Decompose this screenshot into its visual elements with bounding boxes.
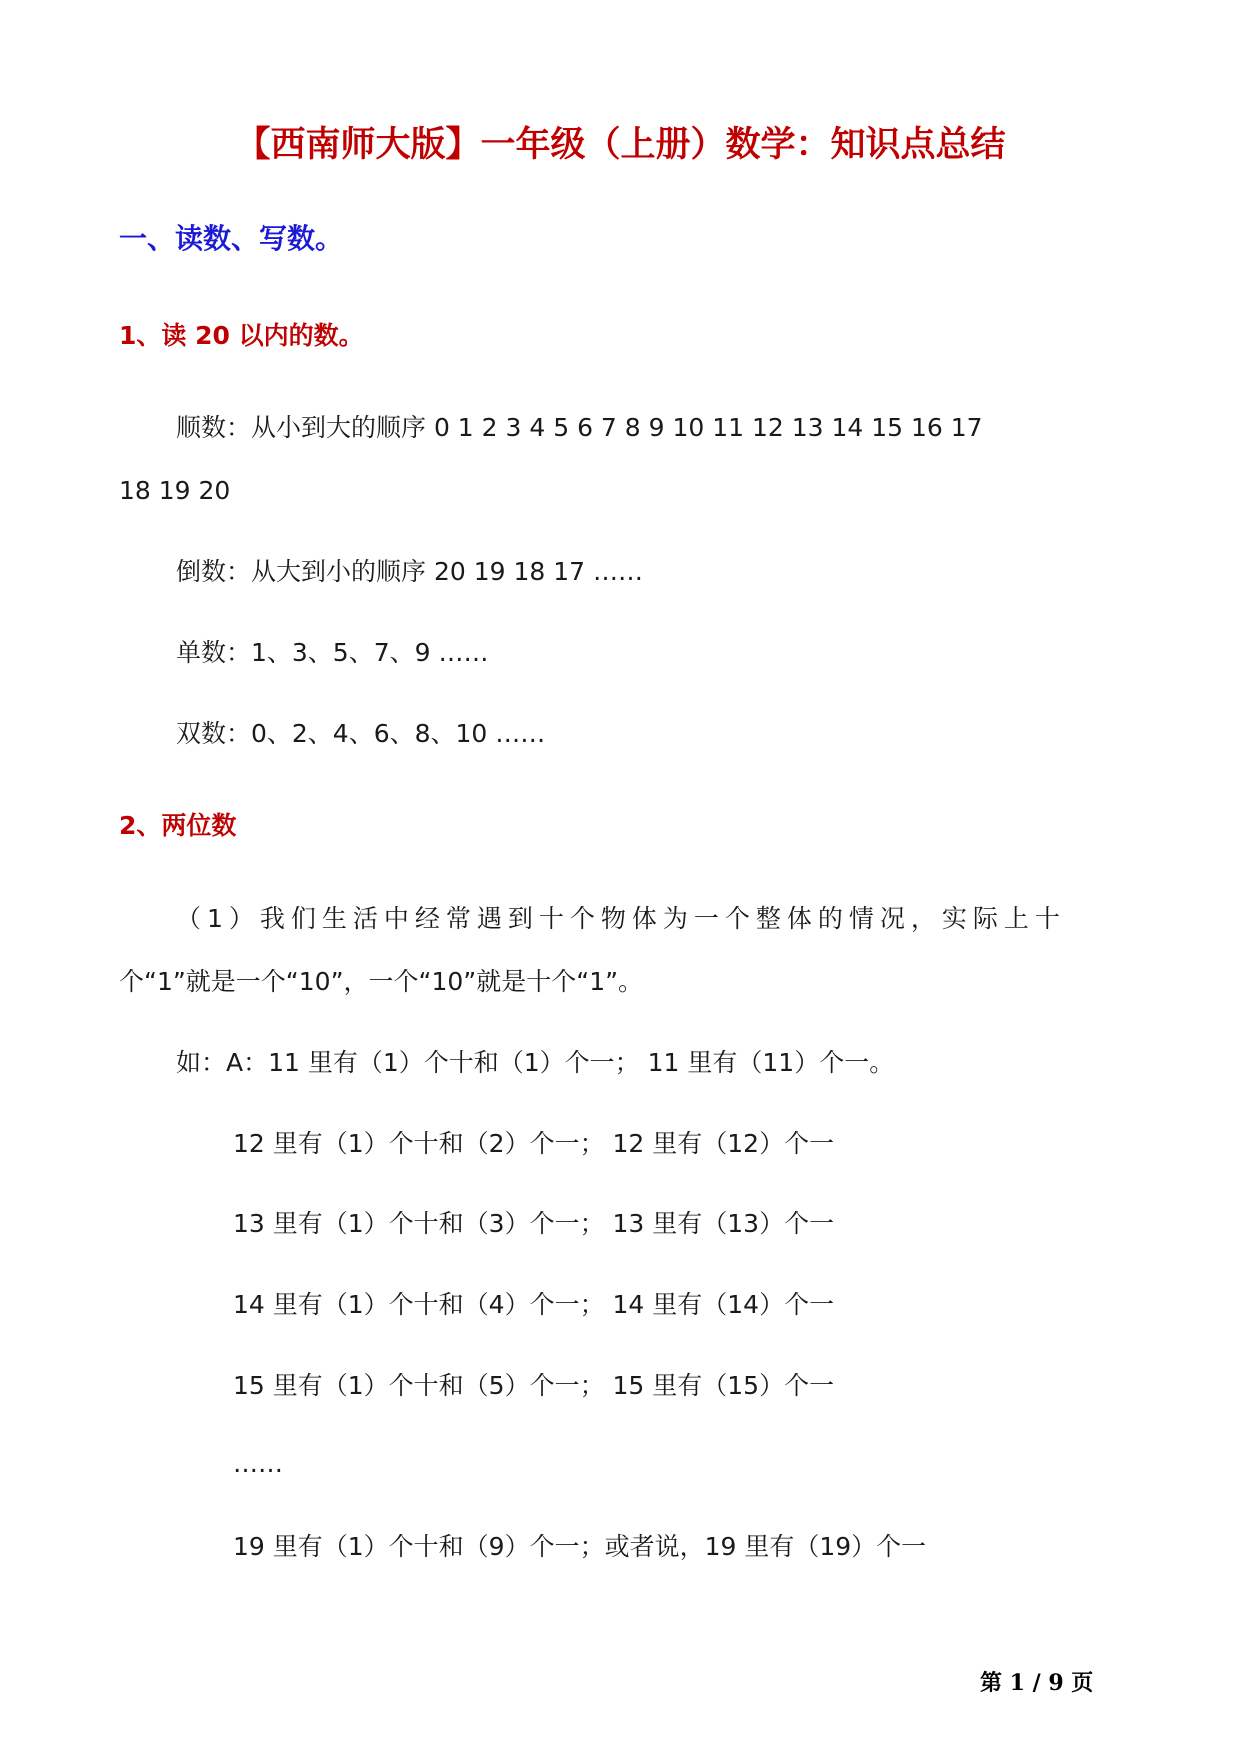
subsection-heading-two-digit-numbers: 2、两位数 (119, 811, 237, 840)
paragraph-line-2: 个“1”就是一个“10”，一个“10”就是十个“1”。 (119, 967, 644, 996)
example-row: 14 里有（1）个十和（4）个一； 14 里有（14）个一 (233, 1290, 835, 1319)
ascending-order-line-1: 顺数：从小到大的顺序 0 1 2 3 4 5 6 7 8 9 10 11 12 13 14 15 16 17 (176, 413, 983, 442)
example-row: 15 里有（1）个十和（5）个一； 15 里有（15）个一 (233, 1371, 835, 1400)
ellipsis: …… (233, 1449, 283, 1478)
ascending-order-line-2: 18 19 20 (119, 476, 231, 505)
subsection-heading-read-within-20: 1、读 20 以内的数。 (119, 321, 364, 350)
example-row: 12 里有（1）个十和（2）个一； 12 里有（12）个一 (233, 1129, 835, 1158)
paragraph-line-1: （1）我们生活中经常遇到十个物体为一个整体的情况，实际上十 (176, 904, 1066, 933)
section-heading-reading-writing-numbers: 一、读数、写数。 (119, 222, 344, 255)
example-a-line: 如：A：11 里有（1）个十和（1）个一； 11 里有（11）个一。 (176, 1048, 895, 1077)
document-title: 【西南师大版】一年级（上册）数学：知识点总结 (235, 125, 1006, 165)
odd-numbers-line: 单数：1、3、5、7、9 …… (176, 638, 489, 667)
example-row-last: 19 里有（1）个十和（9）个一；或者说，19 里有（19）个一 (233, 1532, 927, 1561)
even-numbers-line: 双数：0、2、4、6、8、10 …… (176, 719, 546, 748)
descending-order-line: 倒数：从大到小的顺序 20 19 18 17 …… (176, 557, 643, 586)
example-row: 13 里有（1）个十和（3）个一； 13 里有（13）个一 (233, 1209, 835, 1238)
page-number: 第 1 / 9 页 (980, 1670, 1094, 1696)
